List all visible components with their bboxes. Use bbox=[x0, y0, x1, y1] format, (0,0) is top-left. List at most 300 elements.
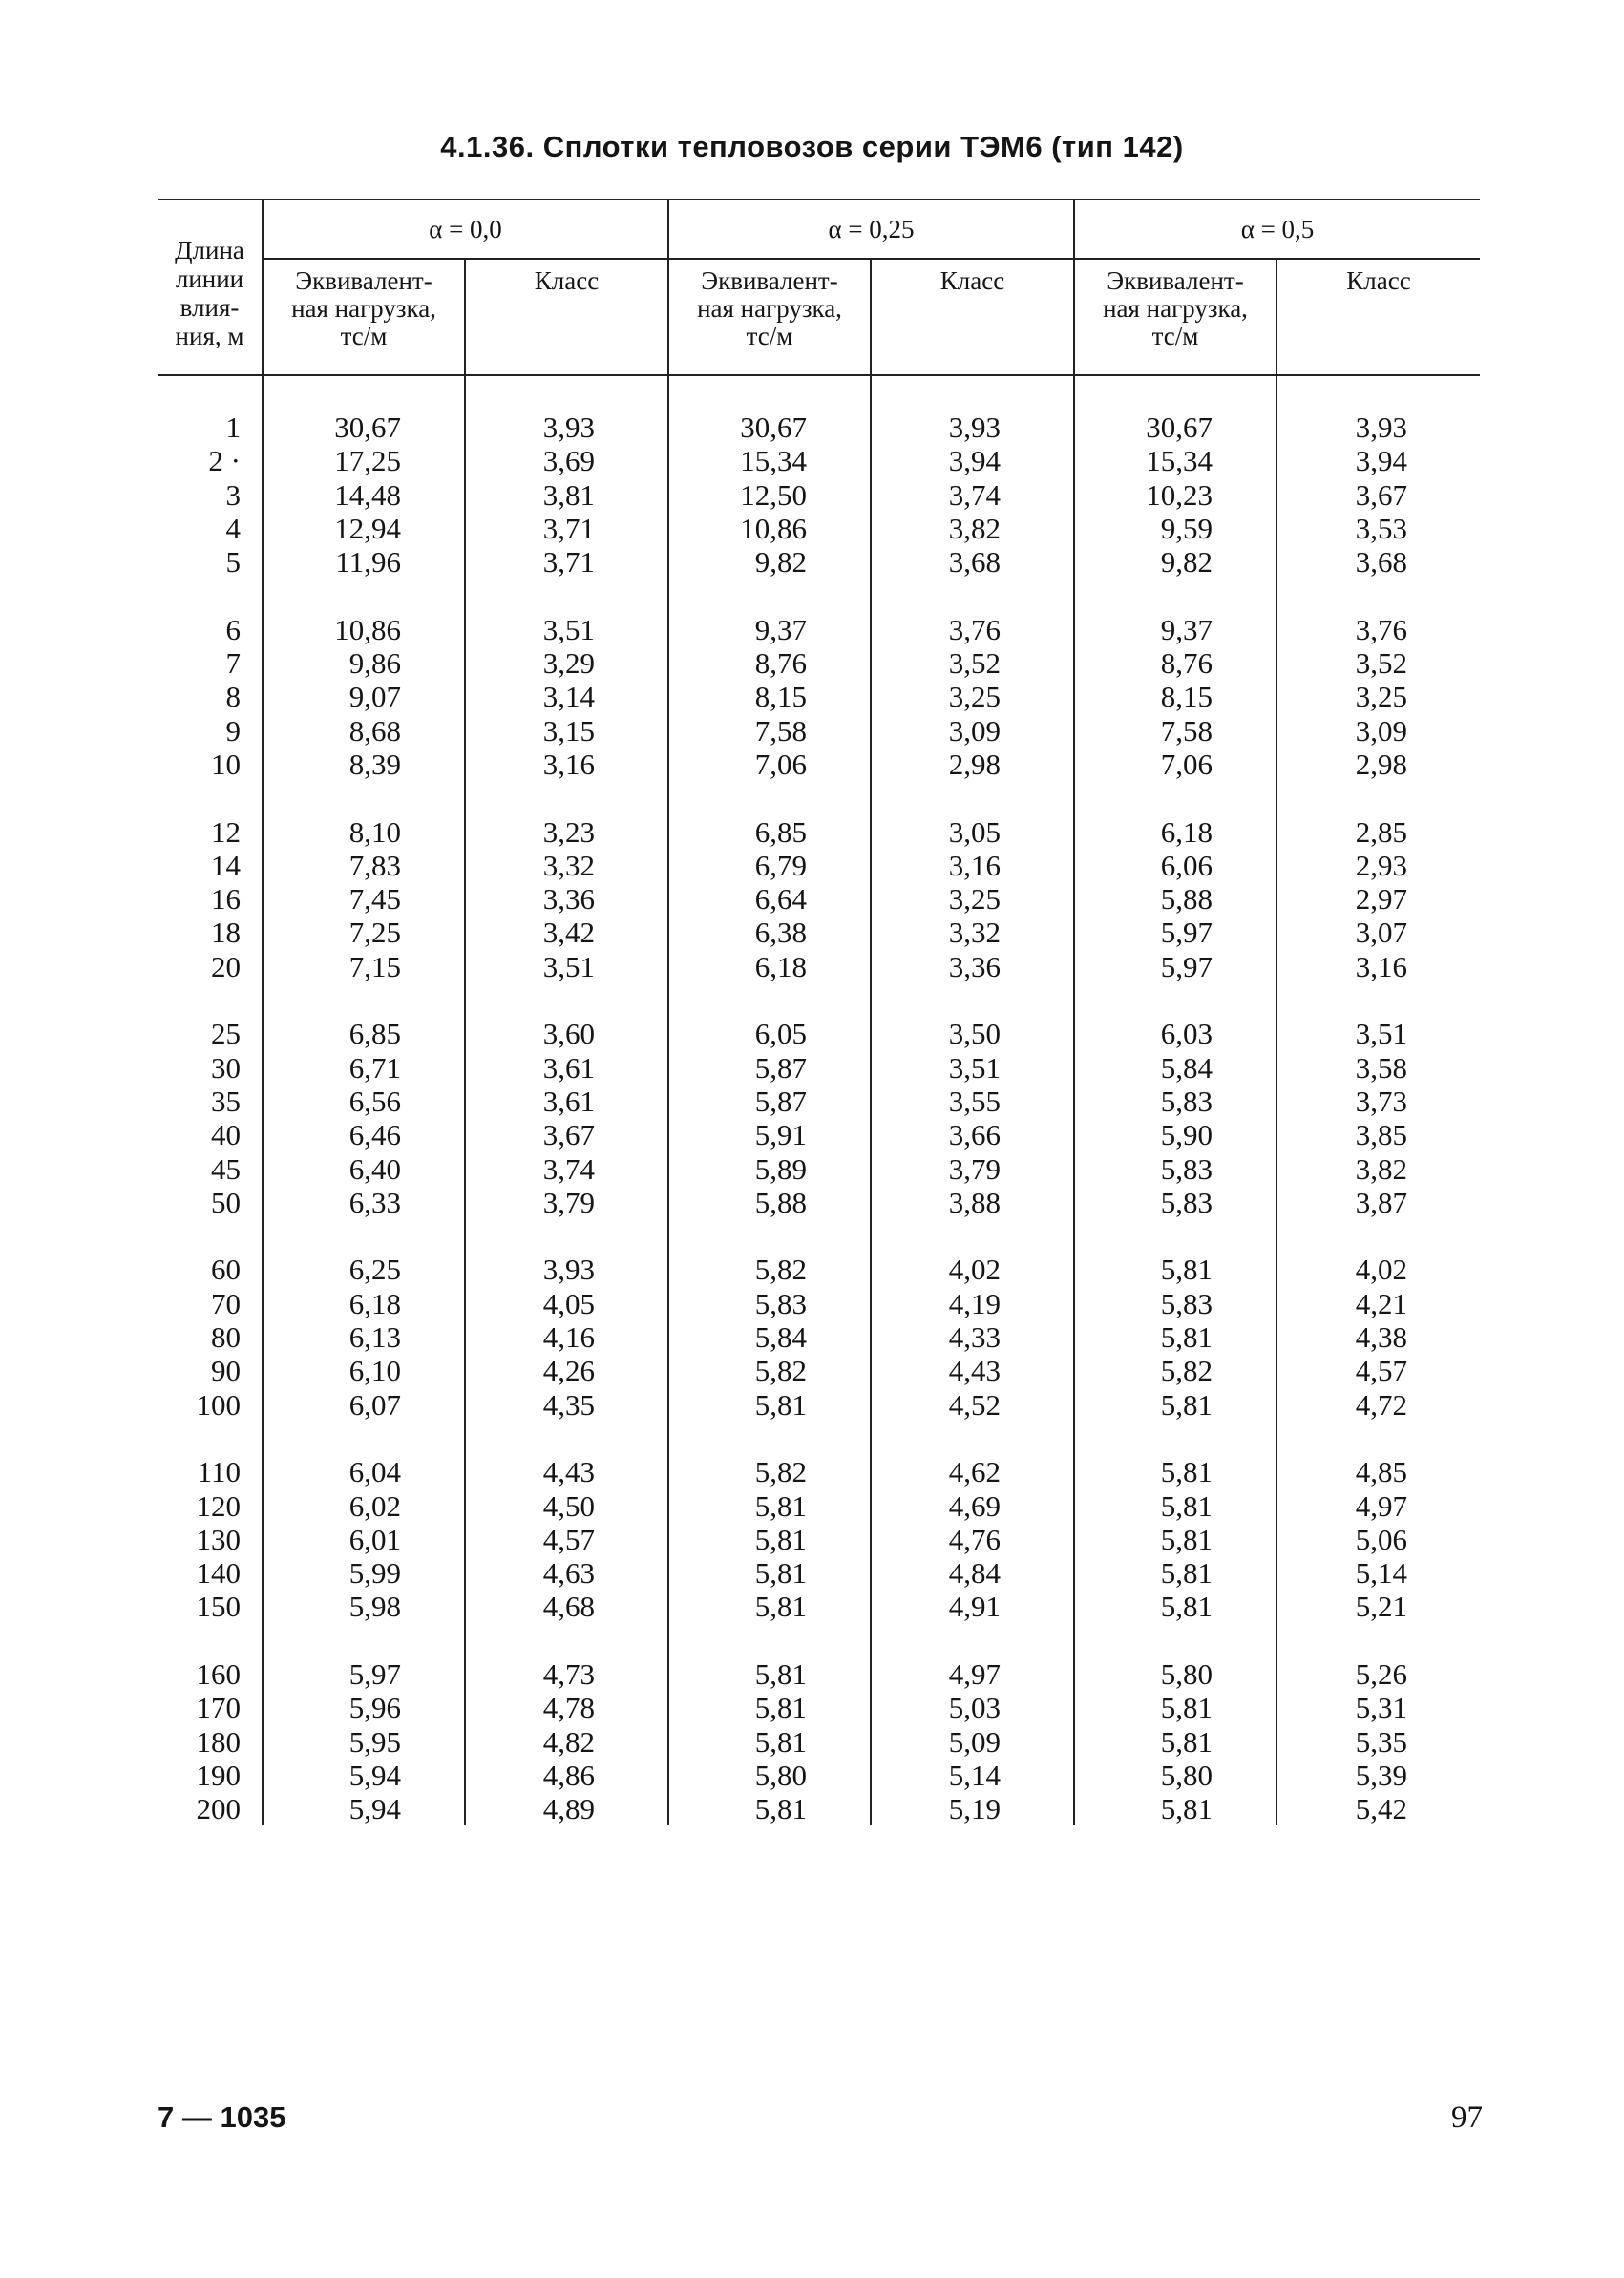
cell-equivalent-load: 8,39 bbox=[263, 748, 465, 781]
cell-class: 3,93 bbox=[465, 375, 668, 444]
spacer-cell bbox=[1074, 579, 1276, 612]
cell-length: 30 bbox=[211, 1050, 241, 1085]
cell-class: 4,21 bbox=[1276, 1287, 1480, 1320]
cell-equivalent-load: 5,90 bbox=[1074, 1118, 1276, 1151]
cell-class: 3,32 bbox=[465, 849, 668, 882]
cell-class: 5,42 bbox=[1276, 1792, 1480, 1825]
spacer-cell bbox=[1276, 1422, 1480, 1455]
cell-class: 4,85 bbox=[1276, 1455, 1480, 1488]
cell-length: 120 bbox=[196, 1488, 241, 1523]
cell-length: 170 bbox=[196, 1691, 241, 1725]
cell-equivalent-load: 5,87 bbox=[668, 1085, 871, 1118]
header-group-alpha-05: α = 0,5 bbox=[1074, 200, 1480, 259]
spacer-cell bbox=[668, 1624, 871, 1657]
spacer-cell bbox=[1276, 1219, 1480, 1253]
cell-length: 190 bbox=[196, 1758, 241, 1792]
cell-class: 4,63 bbox=[465, 1556, 668, 1590]
header-length bbox=[158, 200, 263, 375]
header-equivalent-load-line: ная нагрузка, bbox=[697, 294, 842, 323]
table-row bbox=[158, 748, 1480, 781]
table-row bbox=[158, 1388, 1480, 1422]
group-spacer-row bbox=[158, 1422, 1480, 1455]
table-row bbox=[158, 1556, 1480, 1590]
header-equivalent-load-line: Эквивалент- bbox=[701, 266, 838, 295]
cell-class: 4,35 bbox=[465, 1388, 668, 1422]
cell-class: 4,91 bbox=[871, 1590, 1074, 1623]
cell-class: 4,38 bbox=[1276, 1320, 1480, 1354]
cell-equivalent-load: 14,48 bbox=[263, 478, 465, 512]
spacer-cell bbox=[668, 781, 871, 814]
cell-class: 5,31 bbox=[1276, 1691, 1480, 1724]
cell-class: 4,86 bbox=[465, 1759, 668, 1792]
cell-class: 4,68 bbox=[465, 1590, 668, 1623]
cell-class: 4,62 bbox=[871, 1455, 1074, 1488]
table-body bbox=[158, 375, 1480, 1825]
spacer-cell bbox=[871, 1422, 1074, 1455]
cell-class: 3,36 bbox=[871, 950, 1074, 983]
spacer-cell bbox=[871, 579, 1074, 612]
cell-class: 4,43 bbox=[465, 1455, 668, 1488]
cell-equivalent-load: 8,68 bbox=[263, 714, 465, 748]
group-spacer-row bbox=[158, 781, 1480, 814]
header-equivalent-load-line: тс/м bbox=[1151, 322, 1199, 350]
cell-class: 3,67 bbox=[465, 1118, 668, 1151]
spacer-cell bbox=[1276, 781, 1480, 814]
spacer-cell bbox=[668, 579, 871, 612]
cell-equivalent-load: 5,83 bbox=[1074, 1287, 1276, 1320]
cell-length: 180 bbox=[196, 1724, 241, 1759]
cell-length: 160 bbox=[196, 1656, 241, 1691]
cell-class: 3,71 bbox=[465, 545, 668, 579]
cell-equivalent-load: 6,85 bbox=[263, 1017, 465, 1050]
cell-equivalent-load: 5,81 bbox=[1074, 1691, 1276, 1724]
table-row bbox=[158, 545, 1480, 579]
table-row bbox=[158, 1320, 1480, 1354]
cell-class: 2,97 bbox=[1276, 882, 1480, 916]
cell-length: 7 bbox=[225, 646, 241, 681]
cell-equivalent-load: 6,64 bbox=[668, 882, 871, 916]
header-class: Класс bbox=[1276, 259, 1480, 375]
cell-equivalent-load: 6,03 bbox=[1074, 1017, 1276, 1050]
header-equivalent-load-line: ная нагрузка, bbox=[291, 294, 436, 323]
cell-class: 2,93 bbox=[1276, 849, 1480, 882]
cell-class: 3,09 bbox=[871, 714, 1074, 748]
cell-equivalent-load: 5,81 bbox=[668, 1489, 871, 1523]
header-equivalent-load-line: тс/м bbox=[746, 322, 793, 350]
spacer-cell bbox=[871, 983, 1074, 1017]
group-spacer-row bbox=[158, 579, 1480, 612]
cell-equivalent-load: 6,06 bbox=[1074, 849, 1276, 882]
cell-equivalent-load: 7,06 bbox=[1074, 748, 1276, 781]
group-spacer-row bbox=[158, 1624, 1480, 1657]
cell-class: 3,94 bbox=[1276, 444, 1480, 477]
cell-class: 3,05 bbox=[871, 815, 1074, 849]
cell-length: 90 bbox=[211, 1354, 241, 1388]
cell-equivalent-load: 5,98 bbox=[263, 1590, 465, 1623]
header-length-line: линии bbox=[175, 264, 244, 293]
cell-class: 3,52 bbox=[871, 646, 1074, 680]
header-group-alpha-0: α = 0,0 bbox=[263, 200, 668, 259]
cell-class: 3,51 bbox=[465, 950, 668, 983]
table-row bbox=[158, 1017, 1480, 1050]
table-row bbox=[158, 882, 1480, 916]
cell-equivalent-load: 5,80 bbox=[668, 1759, 871, 1792]
footer-code: 7 — 1035 bbox=[158, 2100, 286, 2134]
cell-equivalent-load: 5,97 bbox=[1074, 950, 1276, 983]
cell-equivalent-load: 30,67 bbox=[263, 375, 465, 444]
page-number: 97 bbox=[1451, 2100, 1483, 2135]
spacer-cell bbox=[1276, 1624, 1480, 1657]
cell-equivalent-load: 5,81 bbox=[668, 1523, 871, 1556]
header-equivalent-load-line: ная нагрузка, bbox=[1103, 294, 1248, 323]
spacer-cell bbox=[263, 1422, 465, 1455]
cell-class: 4,19 bbox=[871, 1287, 1074, 1320]
cell-class: 3,51 bbox=[465, 613, 668, 646]
cell-equivalent-load: 9,82 bbox=[1074, 545, 1276, 579]
spacer-cell bbox=[158, 579, 263, 612]
cell-class: 3,61 bbox=[465, 1085, 668, 1118]
cell-class: 3,42 bbox=[465, 916, 668, 949]
cell-class: 3,36 bbox=[465, 882, 668, 916]
cell-equivalent-load: 5,81 bbox=[668, 1556, 871, 1590]
cell-class: 3,68 bbox=[1276, 545, 1480, 579]
cell-equivalent-load: 8,15 bbox=[1074, 680, 1276, 713]
header-length-line: влия- bbox=[179, 293, 240, 322]
table-row bbox=[158, 849, 1480, 882]
table-row bbox=[158, 815, 1480, 849]
cell-class: 4,43 bbox=[871, 1354, 1074, 1387]
table-header bbox=[158, 200, 1480, 375]
cell-equivalent-load: 5,87 bbox=[668, 1051, 871, 1085]
cell-class: 3,93 bbox=[465, 1253, 668, 1286]
spacer-cell bbox=[465, 1219, 668, 1253]
header-length-line: ния, м bbox=[175, 322, 244, 350]
cell-equivalent-load: 5,81 bbox=[1074, 1556, 1276, 1590]
cell-equivalent-load: 5,81 bbox=[1074, 1590, 1276, 1623]
spacer-cell bbox=[263, 1219, 465, 1253]
cell-equivalent-load: 5,81 bbox=[668, 1691, 871, 1724]
cell-class: 4,76 bbox=[871, 1523, 1074, 1556]
cell-class: 5,14 bbox=[871, 1759, 1074, 1792]
cell-class: 3,76 bbox=[871, 613, 1074, 646]
cell-class: 3,15 bbox=[465, 714, 668, 748]
spacer-cell bbox=[158, 1219, 263, 1253]
cell-length: 18 bbox=[211, 916, 241, 950]
cell-class: 3,82 bbox=[1276, 1152, 1480, 1186]
cell-equivalent-load: 5,88 bbox=[1074, 882, 1276, 916]
cell-class: 3,69 bbox=[465, 444, 668, 477]
cell-equivalent-load: 6,07 bbox=[263, 1388, 465, 1422]
cell-equivalent-load: 11,96 bbox=[263, 545, 465, 579]
cell-equivalent-load: 6,18 bbox=[263, 1287, 465, 1320]
cell-equivalent-load: 12,50 bbox=[668, 478, 871, 512]
table-row bbox=[158, 613, 1480, 646]
cell-length: 140 bbox=[196, 1556, 241, 1591]
cell-equivalent-load: 5,81 bbox=[1074, 1489, 1276, 1523]
cell-equivalent-load: 8,76 bbox=[1074, 646, 1276, 680]
cell-equivalent-load: 6,79 bbox=[668, 849, 871, 882]
cell-class: 3,14 bbox=[465, 680, 668, 713]
cell-equivalent-load: 5,84 bbox=[668, 1320, 871, 1354]
spacer-cell bbox=[1074, 1422, 1276, 1455]
cell-class: 3,74 bbox=[465, 1152, 668, 1186]
cell-class: 4,57 bbox=[1276, 1354, 1480, 1387]
cell-equivalent-load: 6,18 bbox=[668, 950, 871, 983]
table-row bbox=[158, 1253, 1480, 1286]
cell-equivalent-load: 5,81 bbox=[1074, 1523, 1276, 1556]
cell-class: 4,97 bbox=[871, 1657, 1074, 1691]
cell-equivalent-load: 7,06 bbox=[668, 748, 871, 781]
cell-equivalent-load: 5,82 bbox=[668, 1455, 871, 1488]
cell-class: 5,39 bbox=[1276, 1759, 1480, 1792]
spacer-cell bbox=[158, 1624, 263, 1657]
cell-class: 4,26 bbox=[465, 1354, 668, 1387]
cell-equivalent-load: 9,59 bbox=[1074, 512, 1276, 545]
spacer-cell bbox=[1074, 781, 1276, 814]
cell-class: 3,71 bbox=[465, 512, 668, 545]
cell-length: 6 bbox=[225, 612, 241, 646]
table-row bbox=[158, 646, 1480, 680]
spacer-cell bbox=[465, 579, 668, 612]
cell-length: 4 bbox=[225, 511, 241, 545]
cell-equivalent-load: 5,81 bbox=[1074, 1253, 1276, 1286]
cell-class: 3,29 bbox=[465, 646, 668, 680]
cell-equivalent-load: 6,18 bbox=[1074, 815, 1276, 849]
cell-class: 3,32 bbox=[871, 916, 1074, 949]
spacer-cell bbox=[1074, 983, 1276, 1017]
cell-class: 4,82 bbox=[465, 1725, 668, 1759]
header-equivalent-load bbox=[1074, 259, 1276, 375]
cell-length: 80 bbox=[211, 1320, 241, 1355]
cell-length: 1 bbox=[225, 411, 241, 444]
cell-class: 3,94 bbox=[871, 444, 1074, 477]
cell-length: 100 bbox=[196, 1387, 241, 1422]
table-row bbox=[158, 1455, 1480, 1488]
cell-equivalent-load: 6,10 bbox=[263, 1354, 465, 1387]
table-row bbox=[158, 680, 1480, 713]
spacer-cell bbox=[158, 983, 263, 1017]
cell-class: 3,25 bbox=[871, 882, 1074, 916]
cell-class: 3,74 bbox=[871, 478, 1074, 512]
cell-class: 4,02 bbox=[1276, 1253, 1480, 1286]
spacer-cell bbox=[668, 983, 871, 1017]
cell-class: 5,26 bbox=[1276, 1657, 1480, 1691]
cell-length: 110 bbox=[197, 1455, 241, 1489]
cell-class: 4,89 bbox=[465, 1792, 668, 1825]
cell-equivalent-load: 5,81 bbox=[1074, 1792, 1276, 1825]
cell-class: 3,61 bbox=[465, 1051, 668, 1085]
cell-class: 3,87 bbox=[1276, 1186, 1480, 1219]
cell-equivalent-load: 5,81 bbox=[1074, 1725, 1276, 1759]
header-equivalent-load-line: Эквивалент- bbox=[1107, 266, 1244, 295]
cell-class: 3,23 bbox=[465, 815, 668, 849]
cell-equivalent-load: 5,99 bbox=[263, 1556, 465, 1590]
cell-equivalent-load: 6,38 bbox=[668, 916, 871, 949]
cell-class: 3,67 bbox=[1276, 478, 1480, 512]
header-equivalent-load-line: тс/м bbox=[340, 322, 388, 350]
cell-length: 9 bbox=[225, 713, 241, 748]
cell-class: 3,81 bbox=[465, 478, 668, 512]
cell-equivalent-load: 5,97 bbox=[263, 1657, 465, 1691]
cell-class: 4,73 bbox=[465, 1657, 668, 1691]
cell-class: 3,93 bbox=[871, 375, 1074, 444]
cell-equivalent-load: 6,02 bbox=[263, 1489, 465, 1523]
cell-class: 3,66 bbox=[871, 1118, 1074, 1151]
spacer-cell bbox=[668, 1422, 871, 1455]
cell-equivalent-load: 5,97 bbox=[1074, 916, 1276, 949]
cell-class: 3,79 bbox=[871, 1152, 1074, 1186]
cell-class: 3,79 bbox=[465, 1186, 668, 1219]
cell-class: 3,55 bbox=[871, 1085, 1074, 1118]
cell-equivalent-load: 6,25 bbox=[263, 1253, 465, 1286]
cell-class: 3,50 bbox=[871, 1017, 1074, 1050]
table-row bbox=[158, 1287, 1480, 1320]
header-equivalent-load-line: Эквивалент- bbox=[295, 266, 432, 295]
cell-equivalent-load: 7,25 bbox=[263, 916, 465, 949]
cell-class: 3,53 bbox=[1276, 512, 1480, 545]
cell-length: 20 bbox=[211, 949, 241, 983]
cell-class: 4,78 bbox=[465, 1691, 668, 1724]
cell-equivalent-load: 7,45 bbox=[263, 882, 465, 916]
table-row bbox=[158, 1657, 1480, 1691]
cell-length: 130 bbox=[196, 1522, 241, 1556]
cell-equivalent-load: 5,82 bbox=[668, 1253, 871, 1286]
table-row bbox=[158, 1725, 1480, 1759]
cell-class: 4,05 bbox=[465, 1287, 668, 1320]
cell-equivalent-load: 6,04 bbox=[263, 1455, 465, 1488]
cell-class: 4,33 bbox=[871, 1320, 1074, 1354]
table-row bbox=[158, 375, 1480, 444]
cell-equivalent-load: 6,40 bbox=[263, 1152, 465, 1186]
cell-class: 5,03 bbox=[871, 1691, 1074, 1724]
cell-equivalent-load: 5,94 bbox=[263, 1792, 465, 1825]
cell-equivalent-load: 9,37 bbox=[1074, 613, 1276, 646]
cell-class: 3,76 bbox=[1276, 613, 1480, 646]
cell-equivalent-load: 7,58 bbox=[668, 714, 871, 748]
cell-class: 3,16 bbox=[871, 849, 1074, 882]
table-row bbox=[158, 1354, 1480, 1387]
spacer-cell bbox=[263, 781, 465, 814]
spacer-cell bbox=[1074, 1219, 1276, 1253]
cell-class: 4,84 bbox=[871, 1556, 1074, 1590]
spacer-cell bbox=[465, 1422, 668, 1455]
table-row bbox=[158, 512, 1480, 545]
spacer-cell bbox=[158, 781, 263, 814]
cell-length: 200 bbox=[196, 1792, 241, 1826]
cell-equivalent-load: 9,37 bbox=[668, 613, 871, 646]
cell-equivalent-load: 9,86 bbox=[263, 646, 465, 680]
table-row bbox=[158, 1051, 1480, 1085]
cell-equivalent-load: 5,81 bbox=[1074, 1388, 1276, 1422]
header-group-alpha-025: α = 0,25 bbox=[668, 200, 1074, 259]
spacer-cell bbox=[871, 1624, 1074, 1657]
table-row bbox=[158, 1792, 1480, 1825]
cell-class: 3,58 bbox=[1276, 1051, 1480, 1085]
cell-class: 3,82 bbox=[871, 512, 1074, 545]
cell-equivalent-load: 6,56 bbox=[263, 1085, 465, 1118]
cell-equivalent-load: 9,07 bbox=[263, 680, 465, 713]
cell-equivalent-load: 5,81 bbox=[668, 1657, 871, 1691]
table-row bbox=[158, 714, 1480, 748]
spacer-cell bbox=[1276, 579, 1480, 612]
cell-equivalent-load: 15,34 bbox=[668, 444, 871, 477]
cell-class: 2,98 bbox=[1276, 748, 1480, 781]
cell-equivalent-load: 15,34 bbox=[1074, 444, 1276, 477]
cell-length: 45 bbox=[211, 1151, 241, 1186]
cell-class: 3,60 bbox=[465, 1017, 668, 1050]
cell-equivalent-load: 5,81 bbox=[668, 1388, 871, 1422]
cell-equivalent-load: 5,89 bbox=[668, 1152, 871, 1186]
cell-length: 14 bbox=[211, 848, 241, 882]
cell-class: 3,85 bbox=[1276, 1118, 1480, 1151]
data-table-container bbox=[158, 199, 1476, 1825]
table-row bbox=[158, 1085, 1480, 1118]
load-class-table bbox=[158, 199, 1480, 1825]
table-row bbox=[158, 1186, 1480, 1219]
table-row bbox=[158, 1691, 1480, 1724]
cell-length: 60 bbox=[211, 1253, 241, 1287]
cell-equivalent-load: 6,85 bbox=[668, 815, 871, 849]
group-spacer-row bbox=[158, 1219, 1480, 1253]
cell-class: 5,19 bbox=[871, 1792, 1074, 1825]
cell-length: 70 bbox=[211, 1286, 241, 1320]
cell-length: 8 bbox=[225, 680, 241, 714]
cell-equivalent-load: 5,81 bbox=[668, 1590, 871, 1623]
spacer-cell bbox=[871, 1219, 1074, 1253]
cell-equivalent-load: 5,81 bbox=[1074, 1320, 1276, 1354]
cell-length: 150 bbox=[196, 1590, 241, 1624]
spacer-cell bbox=[263, 983, 465, 1017]
cell-class: 3,93 bbox=[1276, 375, 1480, 444]
spacer-cell bbox=[465, 1624, 668, 1657]
cell-equivalent-load: 6,05 bbox=[668, 1017, 871, 1050]
cell-length: 12 bbox=[211, 814, 241, 849]
cell-class: 2,85 bbox=[1276, 815, 1480, 849]
cell-class: 3,25 bbox=[1276, 680, 1480, 713]
cell-class: 3,51 bbox=[871, 1051, 1074, 1085]
cell-equivalent-load: 10,23 bbox=[1074, 478, 1276, 512]
cell-class: 5,06 bbox=[1276, 1523, 1480, 1556]
table-row bbox=[158, 444, 1480, 477]
cell-equivalent-load: 30,67 bbox=[668, 375, 871, 444]
cell-class: 3,09 bbox=[1276, 714, 1480, 748]
cell-length: 35 bbox=[211, 1084, 241, 1118]
cell-class: 3,88 bbox=[871, 1186, 1074, 1219]
cell-class: 4,50 bbox=[465, 1489, 668, 1523]
header-length-line: Длина bbox=[175, 236, 244, 264]
table-row bbox=[158, 1523, 1480, 1556]
table-row bbox=[158, 1152, 1480, 1186]
cell-equivalent-load: 5,91 bbox=[668, 1118, 871, 1151]
cell-equivalent-load: 6,13 bbox=[263, 1320, 465, 1354]
cell-equivalent-load: 5,80 bbox=[1074, 1759, 1276, 1792]
spacer-cell bbox=[668, 1219, 871, 1253]
cell-class: 5,21 bbox=[1276, 1590, 1480, 1623]
cell-equivalent-load: 5,81 bbox=[1074, 1455, 1276, 1488]
spacer-cell bbox=[465, 781, 668, 814]
cell-class: 3,68 bbox=[871, 545, 1074, 579]
table-row bbox=[158, 1759, 1480, 1792]
cell-length: 10 bbox=[211, 747, 241, 781]
cell-class: 4,72 bbox=[1276, 1388, 1480, 1422]
cell-length: 16 bbox=[211, 882, 241, 917]
cell-class: 4,57 bbox=[465, 1523, 668, 1556]
spacer-cell bbox=[871, 781, 1074, 814]
cell-equivalent-load: 5,96 bbox=[263, 1691, 465, 1724]
cell-length: 50 bbox=[211, 1185, 241, 1219]
cell-class: 5,35 bbox=[1276, 1725, 1480, 1759]
cell-equivalent-load: 7,58 bbox=[1074, 714, 1276, 748]
